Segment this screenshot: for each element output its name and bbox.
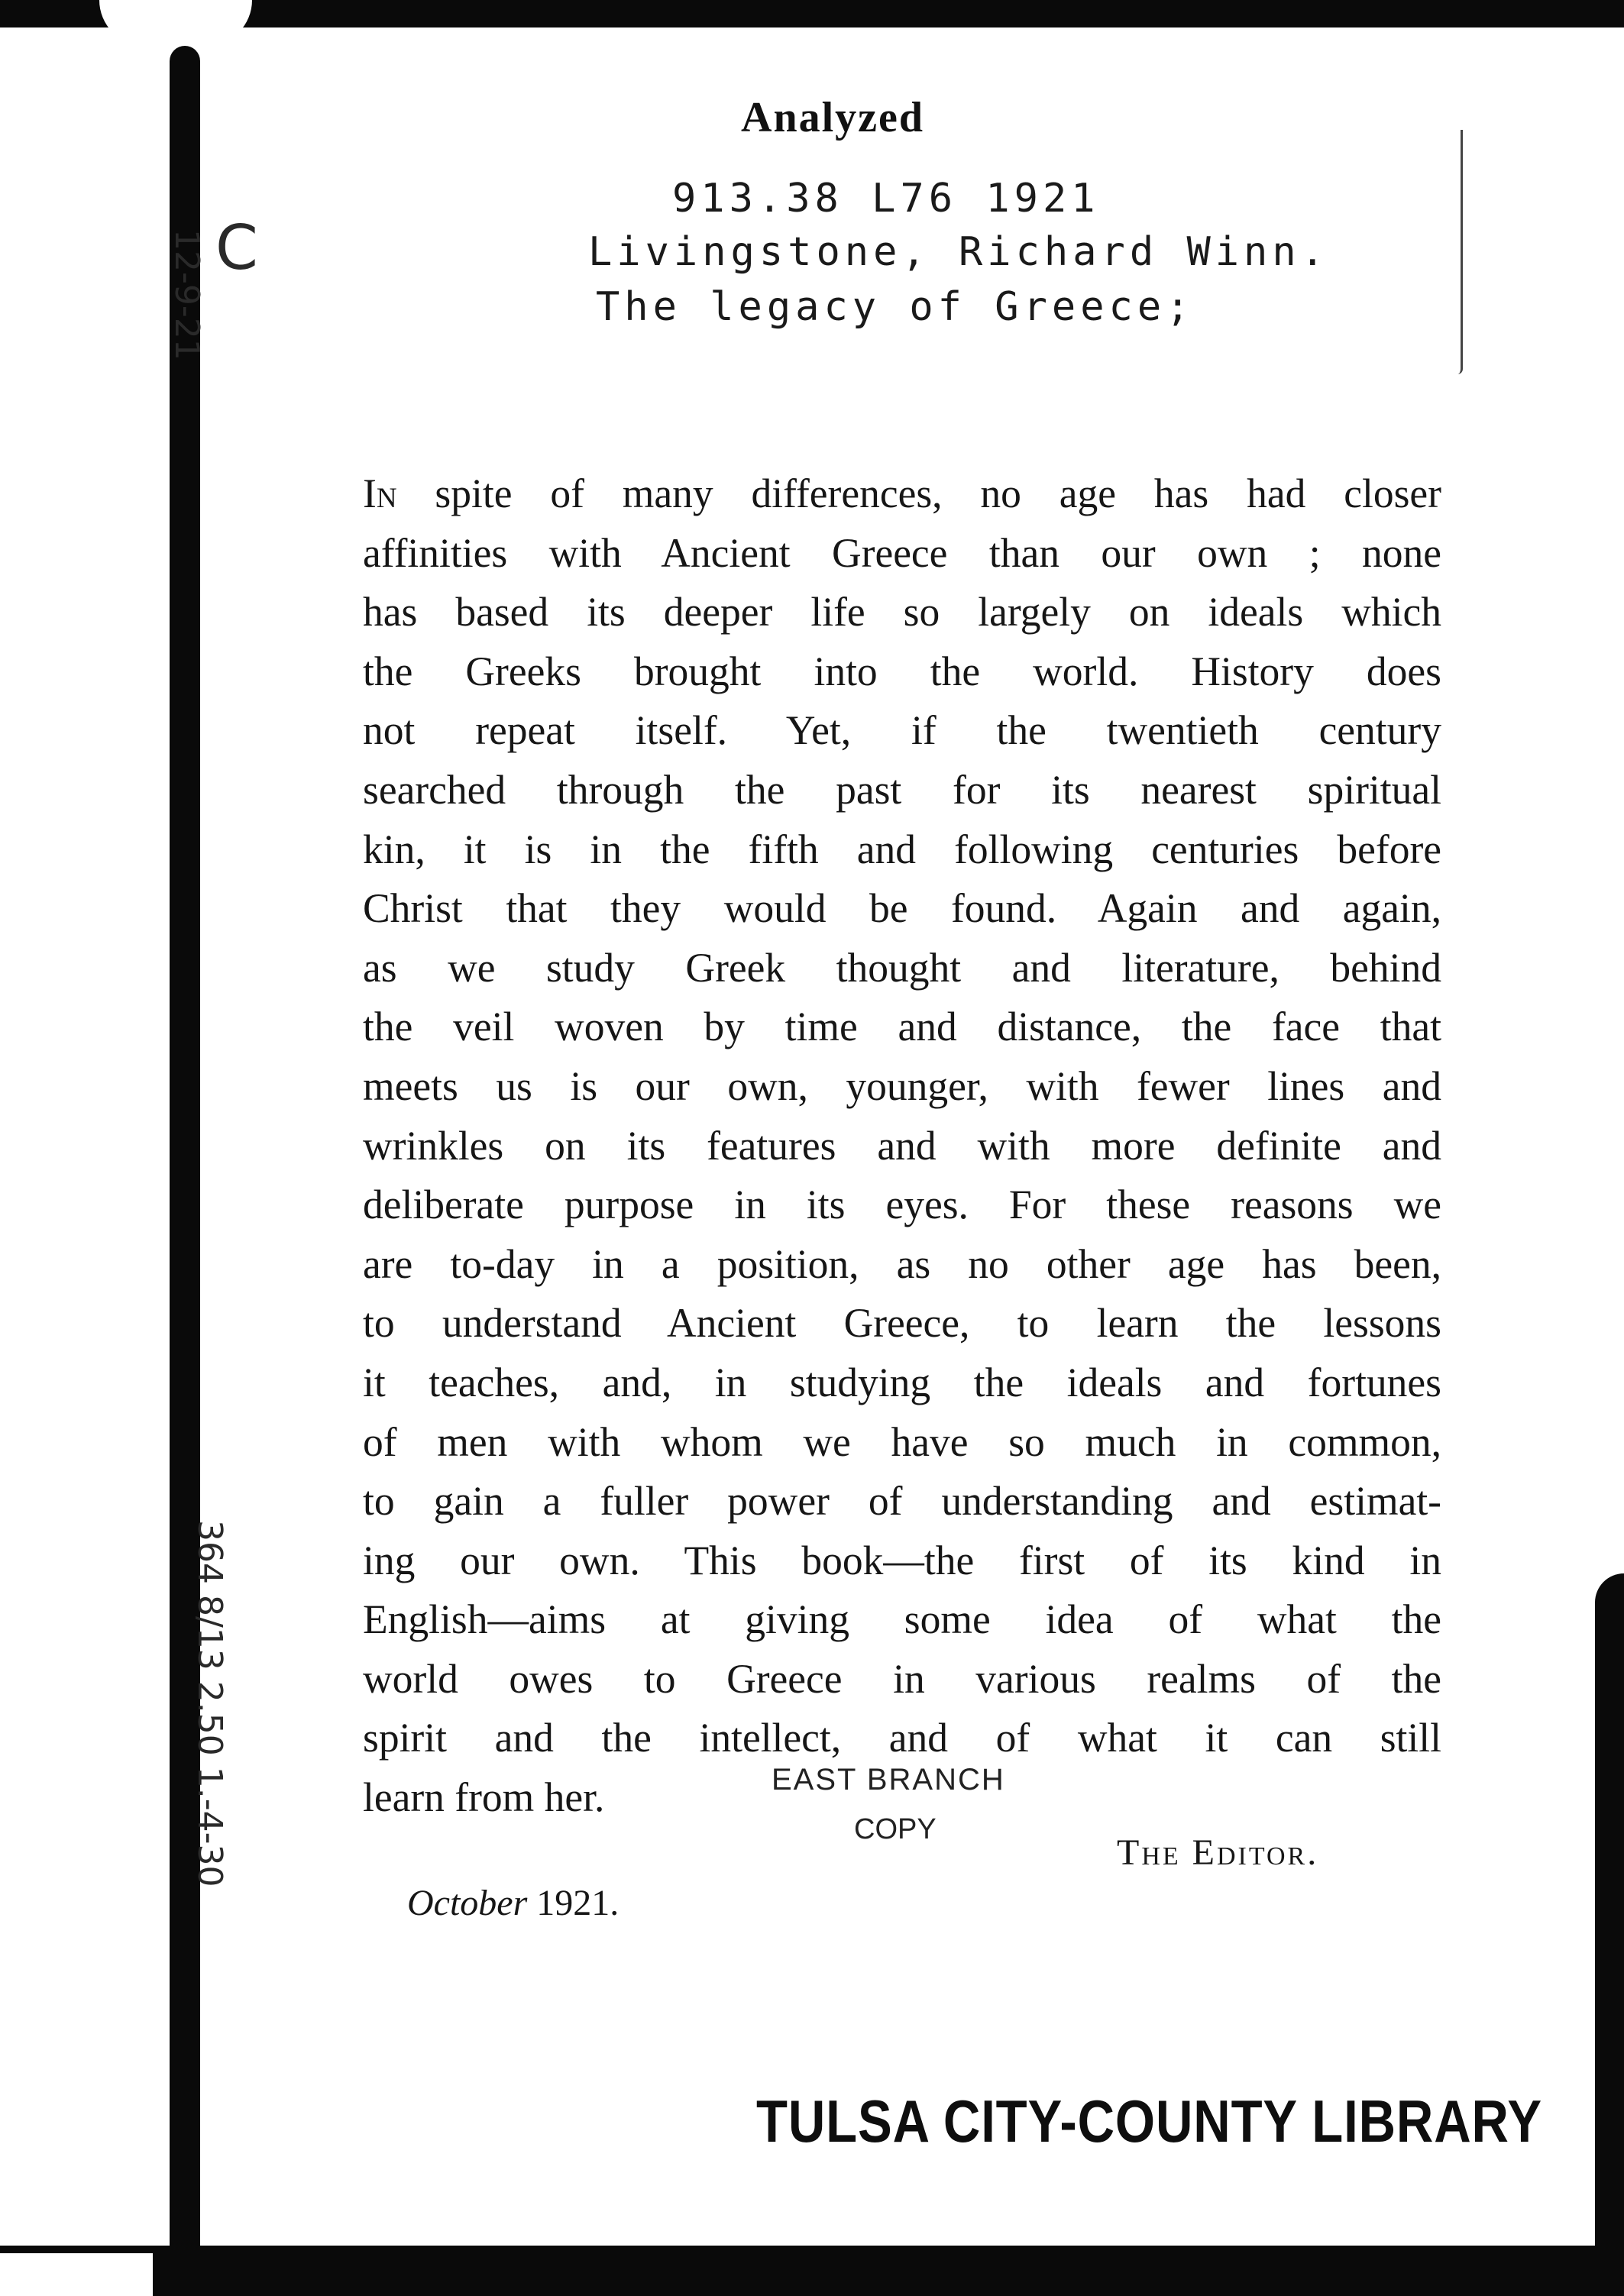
- preface-line: spirit and the intellect, and of what it can still: [363, 1715, 1441, 1761]
- preface-line: In spite of many differences, no age has had closer: [363, 471, 1441, 516]
- preface-line: as we study Greek thought and literature, behind: [363, 944, 1441, 991]
- preface-line: has based its deeper life so largely on ideals which: [363, 589, 1441, 635]
- preface-line: to gain a fuller power of understanding and estimat-: [363, 1478, 1441, 1525]
- scan-top-notch: [99, 0, 252, 46]
- copy-stamp: COPY: [854, 1813, 937, 1845]
- preface-line: world owes to Greece in various realms of the: [363, 1655, 1441, 1702]
- preface-line: not repeat itself. Yet, if the twentieth century: [363, 707, 1441, 754]
- scan-bottom-edge: [0, 2246, 1624, 2296]
- preface-line: Christ that they would be found. Again and again,: [363, 885, 1441, 932]
- preface-date: [407, 1882, 619, 1924]
- date-month: October: [407, 1883, 528, 1923]
- preface-line: affinities with Ancient Greece than our own ; none: [363, 529, 1441, 576]
- preface-line: ing our own. This book—the first of its kind in: [363, 1537, 1441, 1583]
- scan-left-spine: [170, 46, 200, 2246]
- preface-line: English—aims at giving some idea of what the: [363, 1596, 1441, 1643]
- preface-body: [363, 464, 1441, 1828]
- catalog-author: Livingstone, Richard Winn.: [588, 229, 1329, 275]
- analyzed-stamp: Analyzed: [741, 94, 924, 141]
- preface-line: kin, it is in the fifth and following centuries before: [363, 826, 1441, 872]
- handwritten-margin-top: 12-9-21: [167, 229, 206, 361]
- preface-line: the Greeks brought into the world. History does: [363, 648, 1441, 694]
- library-stamp: TULSA CITY-COUNTY LIBRARY: [756, 2087, 1542, 2155]
- preface-line: searched through the past for its nearest spiritual: [363, 766, 1441, 813]
- preface-line: learn from her.: [363, 1774, 605, 1821]
- preface-line: the veil woven by time and distance, the face that: [363, 1004, 1441, 1050]
- preface-line: it teaches, and, in studying the ideals and fortunes: [363, 1359, 1441, 1405]
- scan-left-spine-lower: [185, 2062, 200, 2238]
- date-year: 1921.: [536, 1883, 620, 1923]
- preface-lead-word: In: [363, 471, 397, 516]
- preface-line: to understand Ancient Greece, to learn the lessons: [363, 1300, 1441, 1347]
- handwritten-mark: C: [215, 212, 258, 283]
- preface-line: wrinkles on its features and with more definite and: [363, 1122, 1441, 1169]
- preface-line: meets us is our own, younger, with fewer lines and: [363, 1062, 1441, 1109]
- handwritten-margin-bottom: 364 8/13 2.50 1.-4-30: [190, 1520, 229, 1887]
- scan-bottom-gap: [0, 2253, 153, 2296]
- catalog-call-number: 913.38 L76 1921: [672, 176, 1100, 222]
- scan-right-edge: [1595, 1573, 1624, 2291]
- preface-line: of men with whom we have so much in common,: [363, 1418, 1441, 1465]
- catalog-title: The legacy of Greece;: [596, 284, 1195, 330]
- preface-line: deliberate purpose in its eyes. For these reasons we: [363, 1182, 1441, 1228]
- branch-stamp: EAST BRANCH: [772, 1763, 1005, 1796]
- page-fold-line: [1457, 130, 1463, 374]
- preface-line: are to-day in a position, as no other age has been,: [363, 1240, 1441, 1287]
- editor-signature: The Editor.: [1117, 1832, 1319, 1873]
